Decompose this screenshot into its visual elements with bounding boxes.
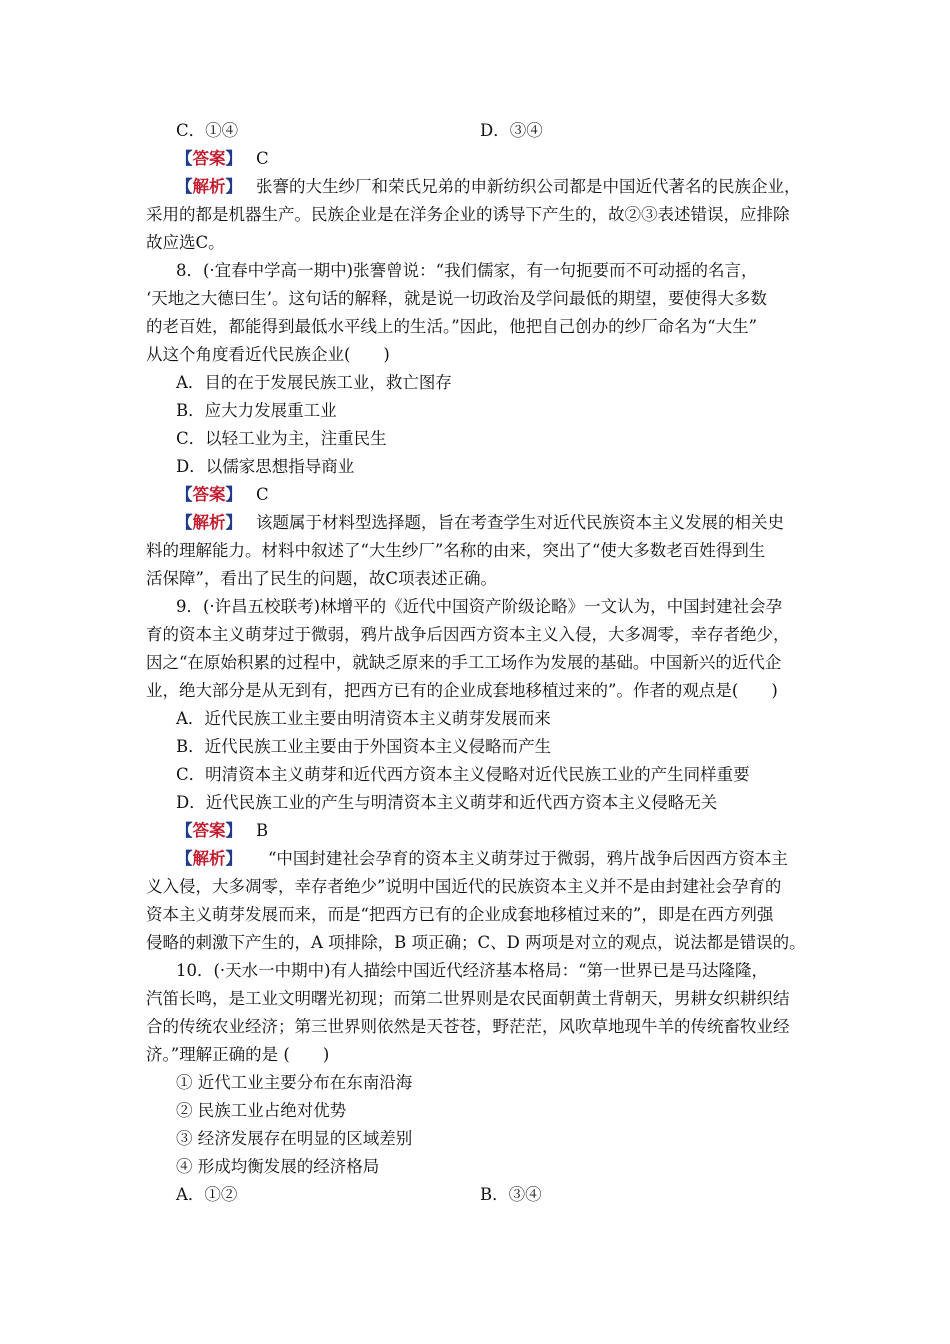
q9-option-b: B．近代民族工业主要由于外国资本主义侵略而产生 xyxy=(176,737,552,756)
q9-analysis-line-1: 【解析】 “中国封建社会孕育的资本主义萌芽过于微弱，鸦片战争后因西方资本主 xyxy=(176,849,788,868)
q7-options-row xyxy=(176,117,543,145)
q9-stem-line-2: 育的资本主义萌芽过于微弱，鸦片战争后因西方资本主义入侵，大多凋零，幸存者绝少， xyxy=(146,625,790,644)
q8-analysis-line-2: 料的理解能力。材料中叙述了“大生纱厂”名称的由来，突出了“使大多数老百姓得到生 xyxy=(146,541,766,560)
q8-analysis-line-1: 【解析】 该题属于材料型选择题，旨在考查学生对近代民族资本主义发展的相关史 xyxy=(176,513,784,532)
q8-option-a: A．目的在于发展民族工业，救亡图存 xyxy=(176,373,452,392)
analysis-label: 【解析】 xyxy=(176,513,242,532)
q10-stem-line-1: 10．(·天水一中期中)有人描绘中国近代经济基本格局：“第一世界已是马达隆隆， xyxy=(176,961,769,980)
q10-stem-line-4: 济。”理解正确的是 ( ) xyxy=(146,1045,330,1064)
analysis-label: 【解析】 xyxy=(176,177,242,196)
q7-answer: 【答案】 C xyxy=(176,149,269,168)
q10-stem-line-3: 合的传统农业经济；第三世界则依然是天苍苍，野茫茫，风吹草地现牛羊的传统畜牧业经 xyxy=(146,1017,790,1036)
q9-option-c: C．明清资本主义萌芽和近代西方资本主义侵略对近代民族工业的产生同样重要 xyxy=(176,765,750,784)
q10-stem-line-2: 汽笛长鸣，是工业文明曙光初现；而第二世界则是农民面朝黄土背朝天，男耕女织耕织结 xyxy=(146,989,790,1008)
analysis-label: 【解析】 xyxy=(176,849,242,868)
q10-item-1: ① 近代工业主要分布在东南沿海 xyxy=(176,1073,413,1092)
q9-option-d: D．近代民族工业的产生与明清资本主义萌芽和近代西方资本主义侵略无关 xyxy=(176,793,718,812)
q9-analysis-line-4: 侵略的刺激下产生的，A 项排除，B 项正确；C、D 两项是对立的观点，说法都是错误的。 xyxy=(146,933,806,952)
q9-answer: 【答案】 B xyxy=(176,821,269,840)
answer-label: 【答案】 xyxy=(176,485,242,504)
q9-stem-line-4: 业，绝大部分是从无到有，把西方已有的企业成套地移植过来的”。作者的观点是( ) xyxy=(146,681,778,700)
answer-label: 【答案】 xyxy=(176,149,242,168)
q8-analysis-line-3: 活保障”，看出了民生的问题，故C项表述正确。 xyxy=(146,569,498,588)
q7-analysis-line-3: 故应选C。 xyxy=(146,233,225,252)
q9-stem-line-1: 9．(·许昌五校联考)林增平的《近代中国资产阶级论略》一文认为，中国封建社会孕 xyxy=(176,597,783,616)
q8-option-b: B．应大力发展重工业 xyxy=(176,401,337,420)
q10-option-a: A．①② xyxy=(176,1185,238,1204)
answer-label: 【答案】 xyxy=(176,821,242,840)
q8-option-c: C．以轻工业为主，注重民生 xyxy=(176,429,387,448)
q8-stem-line-2: ‘天地之大德曰生’。这句话的解释，就是说一切政治及学问最低的期望，要使得大多数 xyxy=(146,289,767,308)
q9-analysis-line-3: 资本主义萌芽发展而来，而是“把西方已有的企业成套地移植过来的”，即是在西方列强 xyxy=(146,905,774,924)
q10-item-2: ② 民族工业占绝对优势 xyxy=(176,1101,347,1120)
q7-option-c: C．①④ xyxy=(176,121,239,140)
q7-analysis-line-1: 【解析】 张謇的大生纱厂和荣氏兄弟的申新纺织公司都是中国近代著名的民族企业， xyxy=(176,177,801,196)
q10-options-row xyxy=(176,1181,542,1209)
q8-stem-line-4: 从这个角度看近代民族企业( ) xyxy=(146,345,390,364)
q10-item-4: ④ 形成均衡发展的经济格局 xyxy=(176,1157,380,1176)
q8-stem-line-3: 的老百姓，都能得到最低水平线上的生活。”因此，他把自己创办的纱厂命名为“大生” xyxy=(146,317,758,336)
q8-stem-line-1: 8．(·宜春中学高一期中)张謇曾说：“我们儒家，有一句扼要而不可动摇的名言， xyxy=(176,261,758,280)
q8-answer: 【答案】 C xyxy=(176,485,269,504)
q7-analysis-line-2: 采用的都是机器生产。民族企业是在洋务企业的诱导下产生的，故②③表述错误，应排除 xyxy=(146,205,790,224)
q10-item-3: ③ 经济发展存在明显的区域差别 xyxy=(176,1129,413,1148)
q9-analysis-line-2: 义入侵，大多凋零，幸存者绝少”说明中国近代的民族资本主义并不是由封建社会孕育的 xyxy=(146,877,782,896)
q7-option-d: D．③④ xyxy=(480,121,543,140)
q9-stem-line-3: 因之“在原始积累的过程中，就缺乏原来的手工工场作为发展的基础。中国新兴的近代企 xyxy=(146,653,782,672)
q8-option-d: D．以儒家思想指导商业 xyxy=(176,457,355,476)
q10-option-b: B．③④ xyxy=(480,1185,542,1204)
q9-option-a: A．近代民族工业主要由明清资本主义萌芽发展而来 xyxy=(176,709,551,728)
